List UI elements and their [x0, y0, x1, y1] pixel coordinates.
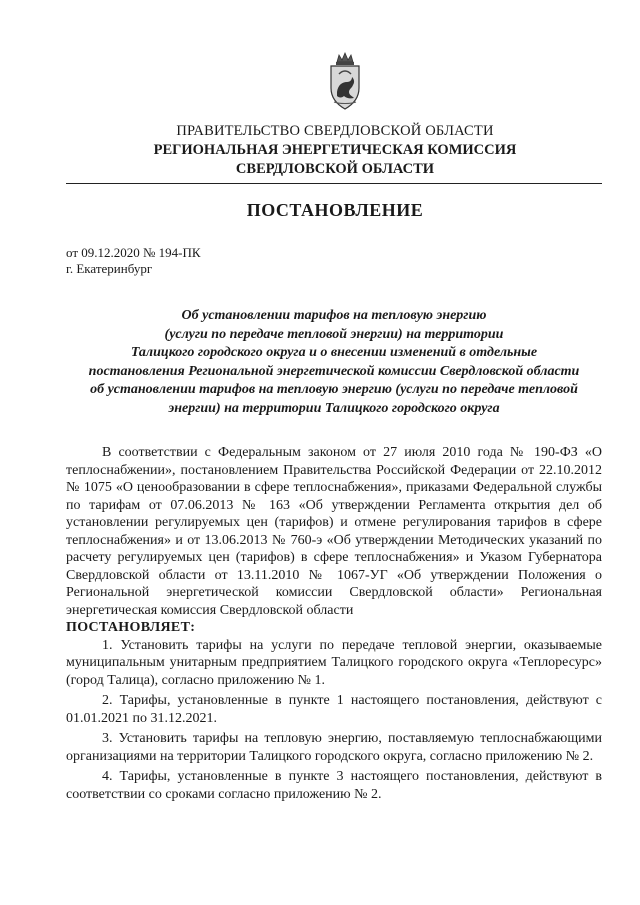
document-meta [66, 245, 201, 277]
subject-line: Об установлении тарифов на тепловую энергию [181, 308, 487, 323]
document-title: ПОСТАНОВЛЕНИЕ [246, 200, 424, 220]
resolution-item: 4. Тарифы, установленные в пункте 3 настоящего постановления, действуют в соответствии со сроками согласно приложению № 2. [66, 769, 602, 802]
resolution-item: 2. Тарифы, установленные в пункте 1 настоящего постановления, действуют с 01.01.2021 по 31.12.2021. [66, 693, 602, 726]
document-body [66, 444, 602, 803]
document-city: г. Екатеринбург [66, 261, 153, 276]
subject-line: (услуги по передаче тепловой энергии) на территории [164, 326, 504, 342]
resolution-item: 3. Установить тарифы на тепловую энергию, поставляемую теплоснабжающими организациями на территории Талицкого городского округа, согласно приложению № 2. [66, 731, 602, 764]
subject-line: об установлении тарифов на тепловую энергию (услуги по передаче тепловой [90, 382, 578, 397]
org-name-line3: СВЕРДЛОВСКОЙ ОБЛАСТИ [235, 161, 435, 177]
subject-line: постановления Региональной энергетической комиссии Свердловской области [88, 363, 580, 379]
coat-of-arms-icon [325, 52, 365, 114]
org-name-line2: РЕГИОНАЛЬНАЯ ЭНЕРГЕТИЧЕСКАЯ КОМИССИЯ [153, 142, 517, 158]
header-divider [66, 183, 602, 184]
resolves-heading: ПОСТАНОВЛЯЕТ: [66, 620, 196, 635]
org-name-line1: ПРАВИТЕЛЬСТВО СВЕРДЛОВСКОЙ ОБЛАСТИ [176, 123, 494, 139]
resolution-item: 1. Установить тарифы на услуги по передаче тепловой энергии, оказываемые муниципальным унитарным предприятием Талицкого городского округа «Теплоресурс» (город Талица), согласно приложению № 1. [66, 637, 602, 688]
subject-line: энергии) на территории Талицкого городского округа [168, 400, 500, 416]
document-number-date: от 09.12.2020 № 194-ПК [66, 245, 201, 260]
subject-line: Талицкого городского округа и о внесении изменений в отдельные [130, 345, 538, 360]
preamble-paragraph: В соответствии с Федеральным законом от 27 июля 2010 года № 190-ФЗ «О теплоснабжении», постановлением Правительства Российской Федерации от 22.10.2012 № 1075 «О ценообразовании в сфере теплоснабжения», приказами Федеральной службы по тарифам от 07.06.2013 № 163 «Об утверждении Регламента открытия дел об установлении регулируемых цен (тарифов) и отмене регулирования тарифов в сфере теплоснабжения» и от 13.06.2013 № 760-э «Об утверждении Методических указаний по расчету регулируемых цен (тарифов) в сфере теплоснабжения» и Указом Губернатора Свердловской области от 13.11.2010 № 1067-УГ «Об утверждении Положения о Региональной энергетической комиссии Свердловской области» Региональная энергетическая комиссия Свердловской области [66, 445, 602, 618]
document-subject [66, 307, 602, 418]
